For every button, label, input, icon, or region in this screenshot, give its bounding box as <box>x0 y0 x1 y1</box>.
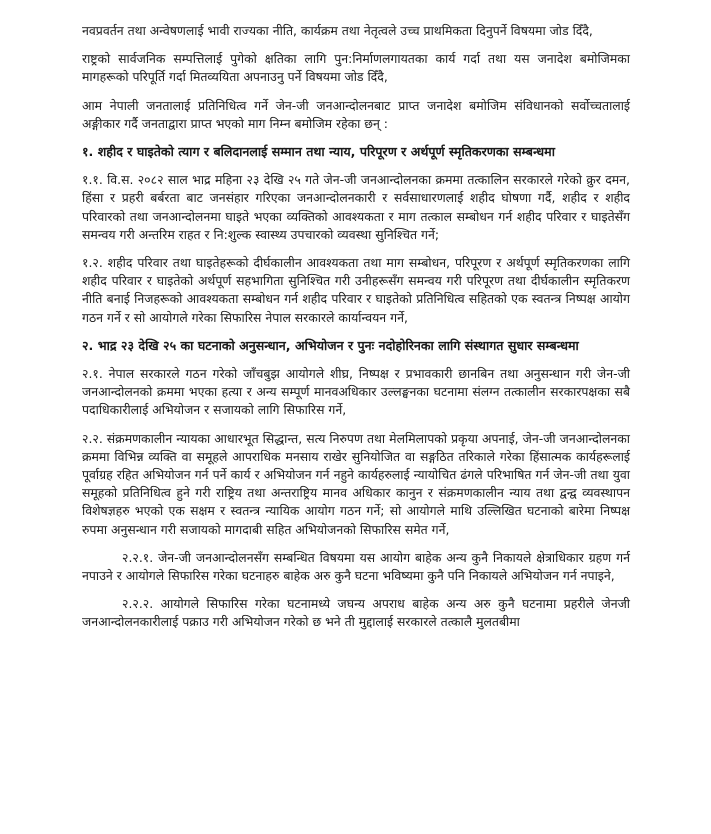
clause-2-2-1: २.२.१. जेन-जी जनआन्दोलनसँग सम्बन्धित विषयमा यस आयोग बाहेक अन्य कुनै निकायले क्षेत्राधिकार ग्रहण गर्न नपाउने र आयोगले सिफारिस गरेका घटनाहरु बाहेक अरु कुनै घटना भविष्यमा कुनै पनि निकायले अभियोजन गर्न नपाइने, <box>82 549 630 584</box>
clause-1-2: १.२. शहीद परिवार तथा घाइतेहरूको दीर्घकालीन आवश्यकता तथा माग सम्बोधन, परिपूरण र अर्थपूर्ण स्मृतिकरणका लागि शहीद परिवार र घाइतेको अर्थपूर्ण सहभागिता सुनिश्चित गरी उनीहरूसँग समन्वय गरी परिपूरण तथा दीर्घकालीन स्मृतिकरण नीति बनाई निजहरूको आवश्यकता सम्बोधन गर्न शहीद परिवार र घाइतेको प्रतिनिधित्व सहितको एक स्वतन्त्र निष्पक्ष आयोग गठन गर्ने र सो आयोगले गरेका सिफारिस नेपाल सरकारले कार्यान्वयन गर्ने, <box>82 255 630 325</box>
clause-2-2: २.२. संक्रमणकालीन न्यायका आधारभूत सिद्धान्त, सत्य निरुपण तथा मेलमिलापको प्रकृया अपनाई, जेन-जी जनआन्दोलनका क्रममा विभिन्न व्यक्ति वा समूहले आपराधिक मनसाय राखेर सुनियोजित वा सङ्गठित तरिकाले गरेका हिंसात्मक कार्यहरूलाई पूर्वाग्रह रहित अभियोजन गर्न पर्ने कार्य र अभियोजन गर्न नहुने कार्यहरुलाई न्यायोचित ढंगले परिभाषित गर्न जेन-जी तथा युवा समूहको प्रतिनिधित्व हुने गरी राष्ट्रिय तथा अन्तराष्ट्रिय मानव अधिकार कानुन र संक्रमणकालीन न्याय तथा द्वन्द्व व्यवस्थापन विशेषज्ञहरु भएको एक सक्षम र स्वतन्त्र न्यायिक आयोग गठन गर्ने; सो आयोगले माथि उल्लिखित घटनाको बारेमा निष्पक्ष रुपमा अनुसन्धान गरी सजायको मागदाबी सहित अभियोजनको सिफारिस समेत गर्ने, <box>82 430 630 537</box>
clause-2-1: २.१. नेपाल सरकारले गठन गरेको जाँचबुझ आयोगले शीघ्र, निष्पक्ष र प्रभावकारी छानबिन तथा अनुसन्धान गरी जेन-जी जनआन्दोलनको क्रममा भएका हत्या र अन्य सम्पूर्ण मानवअधिकार उल्लङ्घनका घटनामा संलग्न तत्कालीन सरकारपक्षका सबै पदाधिकारीलाई अभियोजन र सजायको लागि सिफारिस गर्ने, <box>82 366 630 418</box>
paragraph-mandate-intro: आम नेपाली जनतालाई प्रतिनिधित्व गर्ने जेन-जी जनआन्दोलनबाट प्राप्त जनादेश बमोजिम संविधानको सर्वोच्चतालाई अङ्गीकार गर्दै जनताद्वारा प्राप्त भएको माग निम्न बमोजिम रहेका छन् : <box>82 97 630 131</box>
document-page <box>82 22 630 642</box>
section-heading-1: १. शहीद र घाइतेको त्याग र बलिदानलाई सम्मान तथा न्याय, परिपूरण र अर्थपूर्ण स्मृतिकरणका सम्बन्धमा <box>82 144 555 160</box>
clause-1-1: १.१. वि.स. २०८२ साल भाद्र महिना २३ देखि २५ गते जेन-जी जनआन्दोलनका क्रममा तत्कालिन सरकारले गरेको क्रुर दमन, हिंसा र प्रहरी बर्बरता बाट जनसंहार गरिएका जनआन्दोलनकारी र सर्वसाधारणलाई शहीद घोषणा गर्दै, शहीद र शहीद परिवारको तथा जनआन्दोलनमा घाइते भएका व्यक्तिको आवश्यकता र माग तत्काल सम्बोधन गर्न शहीद परिवार र घाइतेसँग समन्वय गरी अन्तरिम राहत र नि:शुल्क स्वास्थ्य उपचारको व्यवस्था सुनिश्चित गर्ने; <box>82 172 630 242</box>
paragraph-innovation: नवप्रवर्तन तथा अन्वेषणलाई भावी राज्यका नीति, कार्यक्रम तथा नेतृत्वले उच्च प्राथमिकता दिनुपर्ने विषयमा जोड दिँदै, <box>82 23 593 38</box>
clause-2-2-2: २.२.२. आयोगले सिफारिस गरेका घटनामध्ये जघन्य अपराध बाहेक अन्य अरु कुनै घटनामा प्रहरीले जेनजी जनआन्दोलनकारीलाई पक्राउ गरी अभियोजन गरेको छ भने ती मुद्दालाई सरकारले तत्कालै मुलतबीमा <box>82 596 630 630</box>
paragraph-reconstruction: राष्ट्रको सार्वजनिक सम्पत्तिलाई पुगेको क्षतिका लागि पुन:निर्माणलगायतका कार्य गर्दा तथा यस जनादेश बमोजिमका मागहरूको परिपूर्ति गर्दा मितव्ययिता अपनाउनु पर्ने विषयमा जोड दिँदै, <box>82 51 630 85</box>
section-heading-2: २. भाद्र २३ देखि २५ का घटनाको अनुसन्धान, अभियोजन र पुनः नदोहोरिनका लागि संस्थागत सुधार सम्बन्धमा <box>82 337 579 353</box>
